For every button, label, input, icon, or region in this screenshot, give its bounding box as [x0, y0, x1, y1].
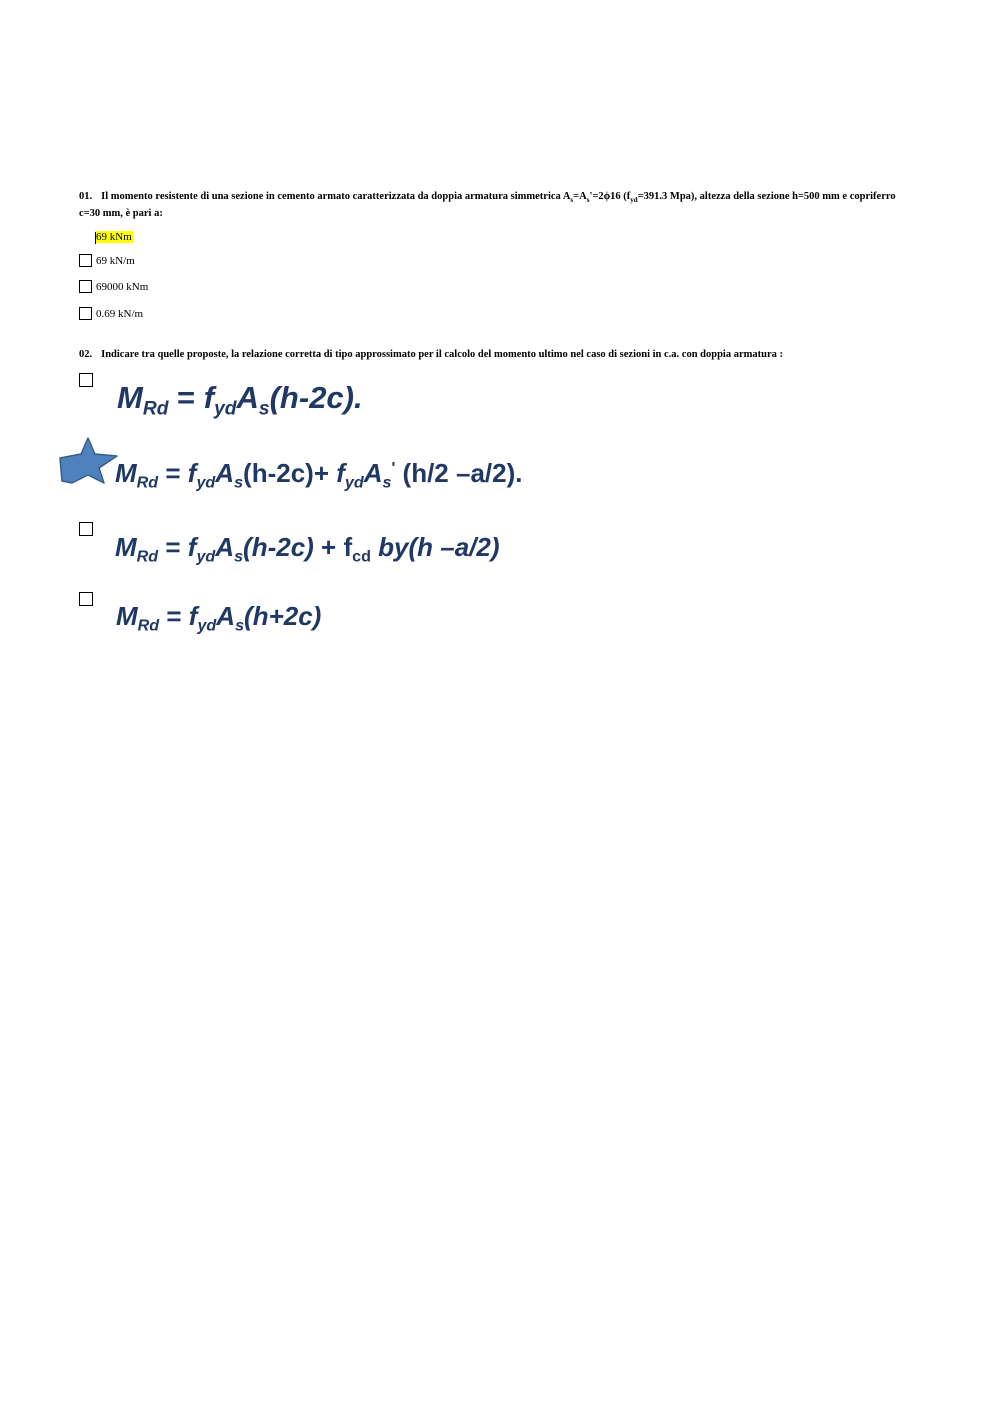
- question-text: Indicare tra quelle proposte, la relazione corretta di tipo approssimato per il calcolo del momento ultimo nel caso di sezioni in c.a. con doppia armatura :: [101, 349, 784, 360]
- formula-symbol: [137, 474, 158, 492]
- question-text-prefix: Il momento resistente di una sezione in cemento armato caratterizzata da doppia armatura simmetrica A: [101, 191, 571, 202]
- formula-symbol: [143, 399, 169, 420]
- formula-symbol: f: [336, 458, 345, 488]
- star-icon: [57, 436, 119, 486]
- formula-symbol: [197, 617, 216, 635]
- question-text-suffix: =391.3 Mpa), altezza della sezione h=500 mm e copriferro c=30 mm, è pari a:: [79, 191, 896, 220]
- question-number: 02.: [79, 349, 93, 360]
- formula-symbol: [138, 617, 159, 635]
- formula-symbol: (h-2c).: [269, 380, 363, 415]
- formula-symbol: [234, 474, 243, 492]
- formula-option-2[interactable]: [115, 458, 523, 492]
- formula-symbol: yd: [214, 398, 237, 420]
- formula-symbol: Rd: [137, 616, 160, 635]
- formula-symbol: A: [215, 532, 235, 562]
- checkbox[interactable]: [79, 522, 93, 536]
- formula-symbol: f: [203, 380, 215, 415]
- formula-symbol: f: [187, 458, 197, 488]
- formula-symbol: Rd: [142, 398, 169, 420]
- formula-symbol: f: [187, 532, 197, 562]
- formula-symbol: s: [382, 473, 392, 492]
- formula-symbol: +: [313, 458, 337, 488]
- question-1: [79, 190, 919, 220]
- formula-symbol: by(h –a/2): [370, 532, 500, 562]
- formula-symbol: s: [258, 398, 270, 420]
- formula-symbol: [352, 548, 371, 566]
- formula-symbol: A: [236, 380, 259, 415]
- formula-symbol: [259, 399, 270, 420]
- formula-symbol: =: [168, 380, 204, 415]
- formula-symbol: (h-2c): [243, 458, 314, 488]
- answer-option-3[interactable]: [79, 279, 148, 294]
- question-2: [79, 348, 919, 361]
- checkbox[interactable]: [79, 307, 92, 320]
- formula-symbol: cd: [352, 547, 371, 566]
- answer-option-1[interactable]: [95, 229, 133, 244]
- formula-symbol: s: [235, 616, 245, 635]
- formula-symbol: Rd: [136, 473, 159, 492]
- formula-symbol: [214, 399, 236, 420]
- option-label: 69 kN/m: [96, 254, 135, 267]
- formula-symbol: =: [159, 601, 189, 631]
- formula-symbol: A: [363, 458, 383, 488]
- checkbox[interactable]: [79, 592, 93, 606]
- formula-symbol: M: [115, 458, 137, 488]
- option-label: 69000 kNm: [96, 280, 149, 293]
- formula-symbol: f: [343, 532, 353, 562]
- formula-option-1[interactable]: [117, 380, 363, 420]
- formula-symbol: (h/2 –a/2).: [395, 458, 523, 488]
- question-number: 01.: [79, 191, 93, 202]
- question-text-part: '=2ϕ16 (f: [589, 191, 631, 202]
- formula-symbol: (h-2c): [243, 532, 314, 562]
- formula-symbol: =: [158, 458, 188, 488]
- formula-symbol: (h+2c): [244, 601, 322, 631]
- formula-symbol: [235, 617, 244, 635]
- subscript: s: [570, 196, 574, 205]
- formula-symbol: s: [234, 547, 244, 566]
- formula-symbol: [345, 474, 364, 492]
- formula-symbol: +: [313, 532, 344, 562]
- formula-symbol: M: [115, 532, 137, 562]
- formula-symbol: yd: [196, 547, 216, 566]
- formula-symbol: ': [391, 459, 396, 478]
- formula-symbol: [196, 548, 215, 566]
- formula-symbol: =: [158, 532, 188, 562]
- text-cursor: [95, 232, 96, 244]
- answer-option-4[interactable]: [79, 306, 143, 321]
- formula-option-4[interactable]: [116, 601, 322, 635]
- formula-symbol: yd: [196, 473, 216, 492]
- checkbox[interactable]: [79, 254, 92, 267]
- answer-option-2[interactable]: [79, 253, 135, 268]
- formula-symbol: [234, 548, 243, 566]
- formula-symbol: f: [188, 601, 198, 631]
- formula-symbol: M: [116, 601, 138, 631]
- formula-option-3[interactable]: [115, 532, 500, 566]
- checkbox[interactable]: [79, 373, 93, 387]
- subscript: yd: [630, 196, 638, 205]
- highlighted-answer: [95, 231, 133, 243]
- checkbox[interactable]: [79, 280, 92, 293]
- formula-symbol: yd: [344, 473, 364, 492]
- option-label: 69 kNm: [96, 230, 132, 243]
- formula-symbol: [196, 474, 215, 492]
- formula-symbol: yd: [197, 616, 217, 635]
- formula-symbol: A: [215, 458, 235, 488]
- formula-symbol: A: [216, 601, 236, 631]
- subscript: s: [586, 196, 590, 205]
- formula-symbol: [137, 548, 158, 566]
- formula-symbol: s: [234, 473, 244, 492]
- option-label: 0.69 kN/m: [96, 307, 144, 320]
- formula-symbol: Rd: [136, 547, 159, 566]
- formula-symbol: M: [117, 380, 143, 415]
- question-text-part: =A: [573, 191, 587, 202]
